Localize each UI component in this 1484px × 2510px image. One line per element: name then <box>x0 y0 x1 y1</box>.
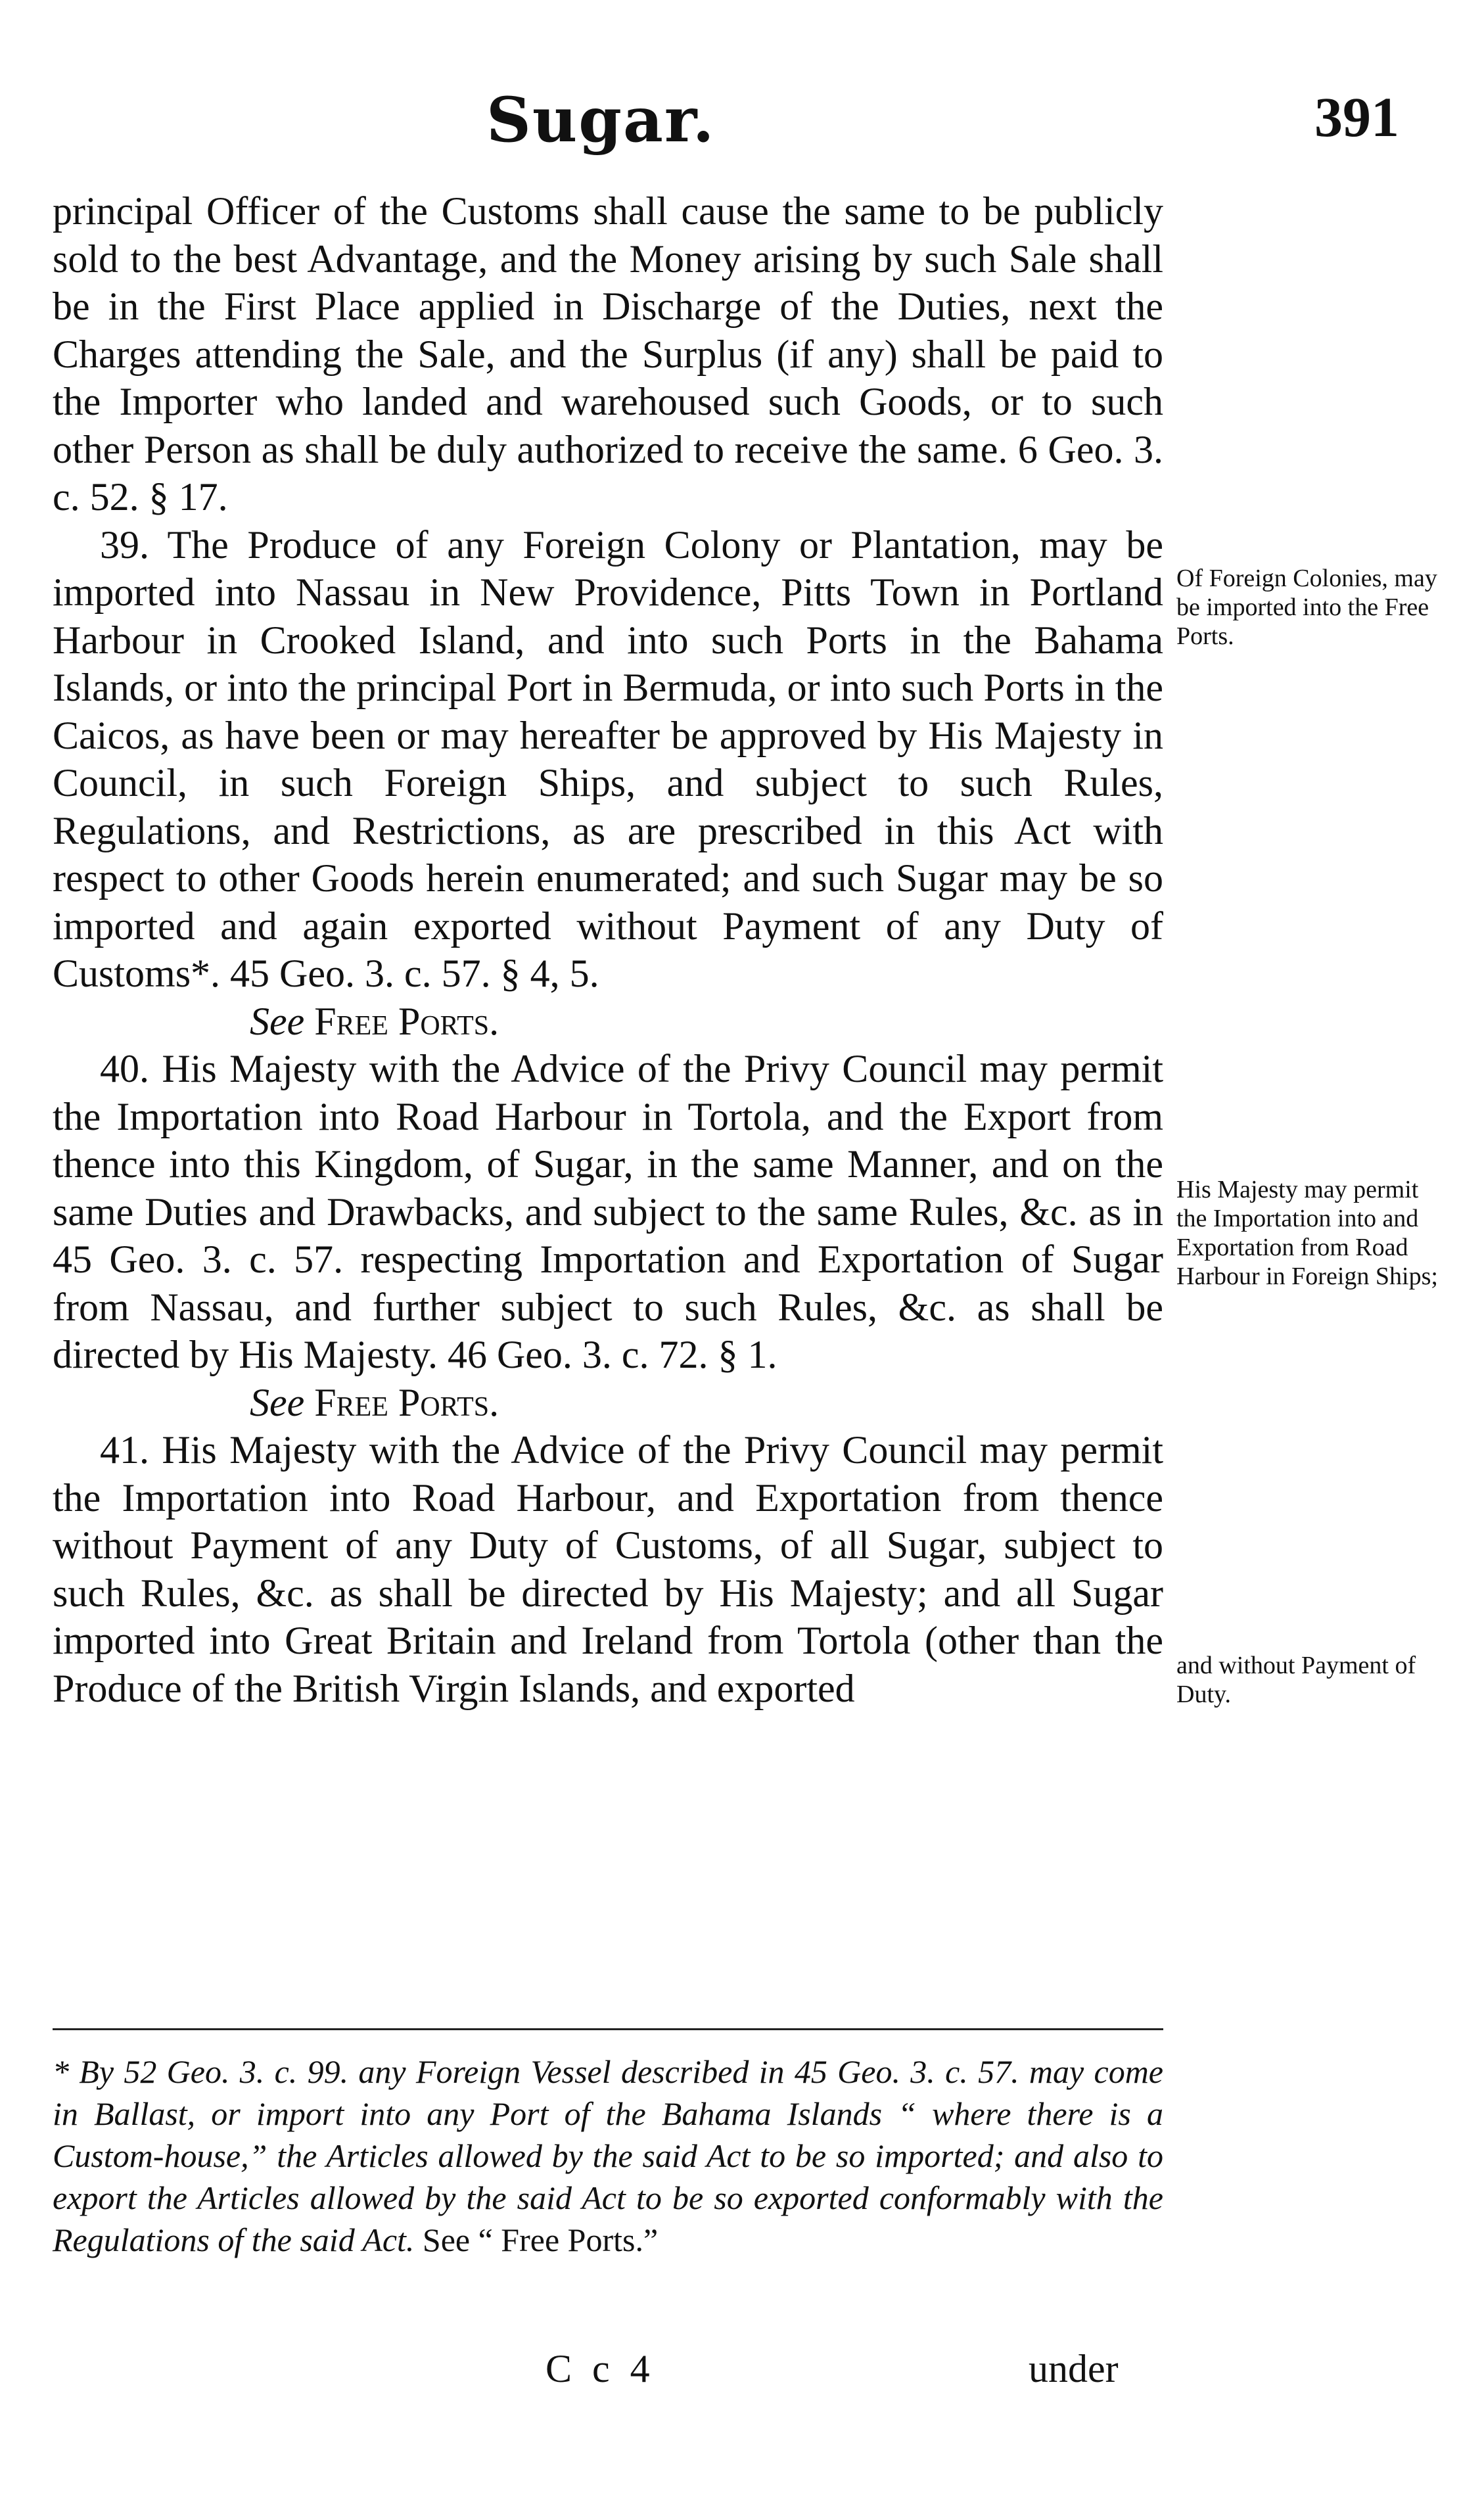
catchword: under <box>1029 2347 1119 2390</box>
page-footer <box>0 2346 1484 2399</box>
footnote <box>53 2051 1163 2261</box>
see-word: See <box>250 1380 305 1424</box>
see-word: See <box>250 999 305 1043</box>
cross-reference-40 <box>53 1379 1163 1427</box>
footnote-text: * By 52 Geo. 3. c. 99. any Foreign Vessel described in 45 Geo. 3. c. 57. may come in Ballast, or import into any Port of the Bahama Islands “ where there is a Custom-house,” the Articles allowed by the said Act to be so imported; and also to export the Articles allowed by the said Act to be so exported conformably with the Regulations of the said Act. <box>53 2053 1163 2258</box>
signature-mark: C c 4 <box>545 2347 655 2390</box>
running-head <box>0 84 1484 156</box>
paragraph-40: 40. His Majesty with the Advice of the Privy Council may permit the Importation into Road Harbour in Tortola, and the Export from thence into this Kingdom, of Sugar, in the same Manner, and on the same Duties and Drawbacks, and subject to the same Rules, &c. as in 45 Geo. 3. c. 57. respecting Importation and Exportation of Sugar from Nassau, and further subject to such Rules, &c. as shall be directed by His Majesty. 46 Geo. 3. c. 72. § 1. <box>53 1047 1163 1376</box>
footnote-see: See “ Free Ports.” <box>422 2221 659 2258</box>
margin-note-39: Of Foreign Colonies, may be imported into the Free Ports. <box>1176 565 1437 650</box>
paragraph-38-continued: principal Officer of the Customs shall cause the same to be publicly sold to the best Advantage, and the Money arising by such Sale shall be in the First Place applied in Discharge of the Duties, next the Charges attending the Sale, and the Surplus (if any) shall be paid to the Importer who landed and warehoused such Goods, or to such other Person as shall be duly authorized to receive the same. 6 Geo. 3. c. 52. § 17. <box>53 189 1163 519</box>
footnote-rule <box>53 2028 1163 2030</box>
page-number: 391 <box>1314 85 1399 149</box>
page-title: Sugar. <box>486 84 716 156</box>
paragraph-39: 39. The Produce of any Foreign Colony or Plantation, may be imported into Nassau in New Providence, Pitts Town in Portland Harbour in Crooked Island, and into such Ports in the Bahama Islands, or into the principal Port in Bermuda, or into such Ports in the Caicos, as have been or may hereafter be approved by His Majesty in Council, in such Foreign Ships, and subject to such Rules, Regulations, and Restrictions, as are prescribed in this Act with respect to other Goods herein enumerated; and such Sugar may be so imported and again exported without Payment of any Duty of Customs*. 45 Geo. 3. c. 57. § 4, 5. <box>53 523 1163 995</box>
cross-reference-39 <box>53 998 1163 1046</box>
margin-note-40: His Majesty may permit the Importation into and Exportation from Road Harbour in Foreign Ships; <box>1176 1176 1438 1290</box>
margin-note-41: and without Payment of Duty. <box>1176 1652 1416 1708</box>
main-text-column <box>53 187 1163 1712</box>
see-target: Free Ports. <box>314 999 499 1043</box>
paragraph-41: 41. His Majesty with the Advice of the Privy Council may permit the Importation into Road Harbour, and Exportation from thence without Payment of any Duty of Customs, of all Sugar, subject to such Rules, &c. as shall be directed by His Majesty; and all Sugar imported into Great Britain and Ireland from Tortola (other than the Produce of the British Virgin Islands, and exported <box>53 1428 1163 1710</box>
see-target: Free Ports. <box>314 1380 499 1424</box>
